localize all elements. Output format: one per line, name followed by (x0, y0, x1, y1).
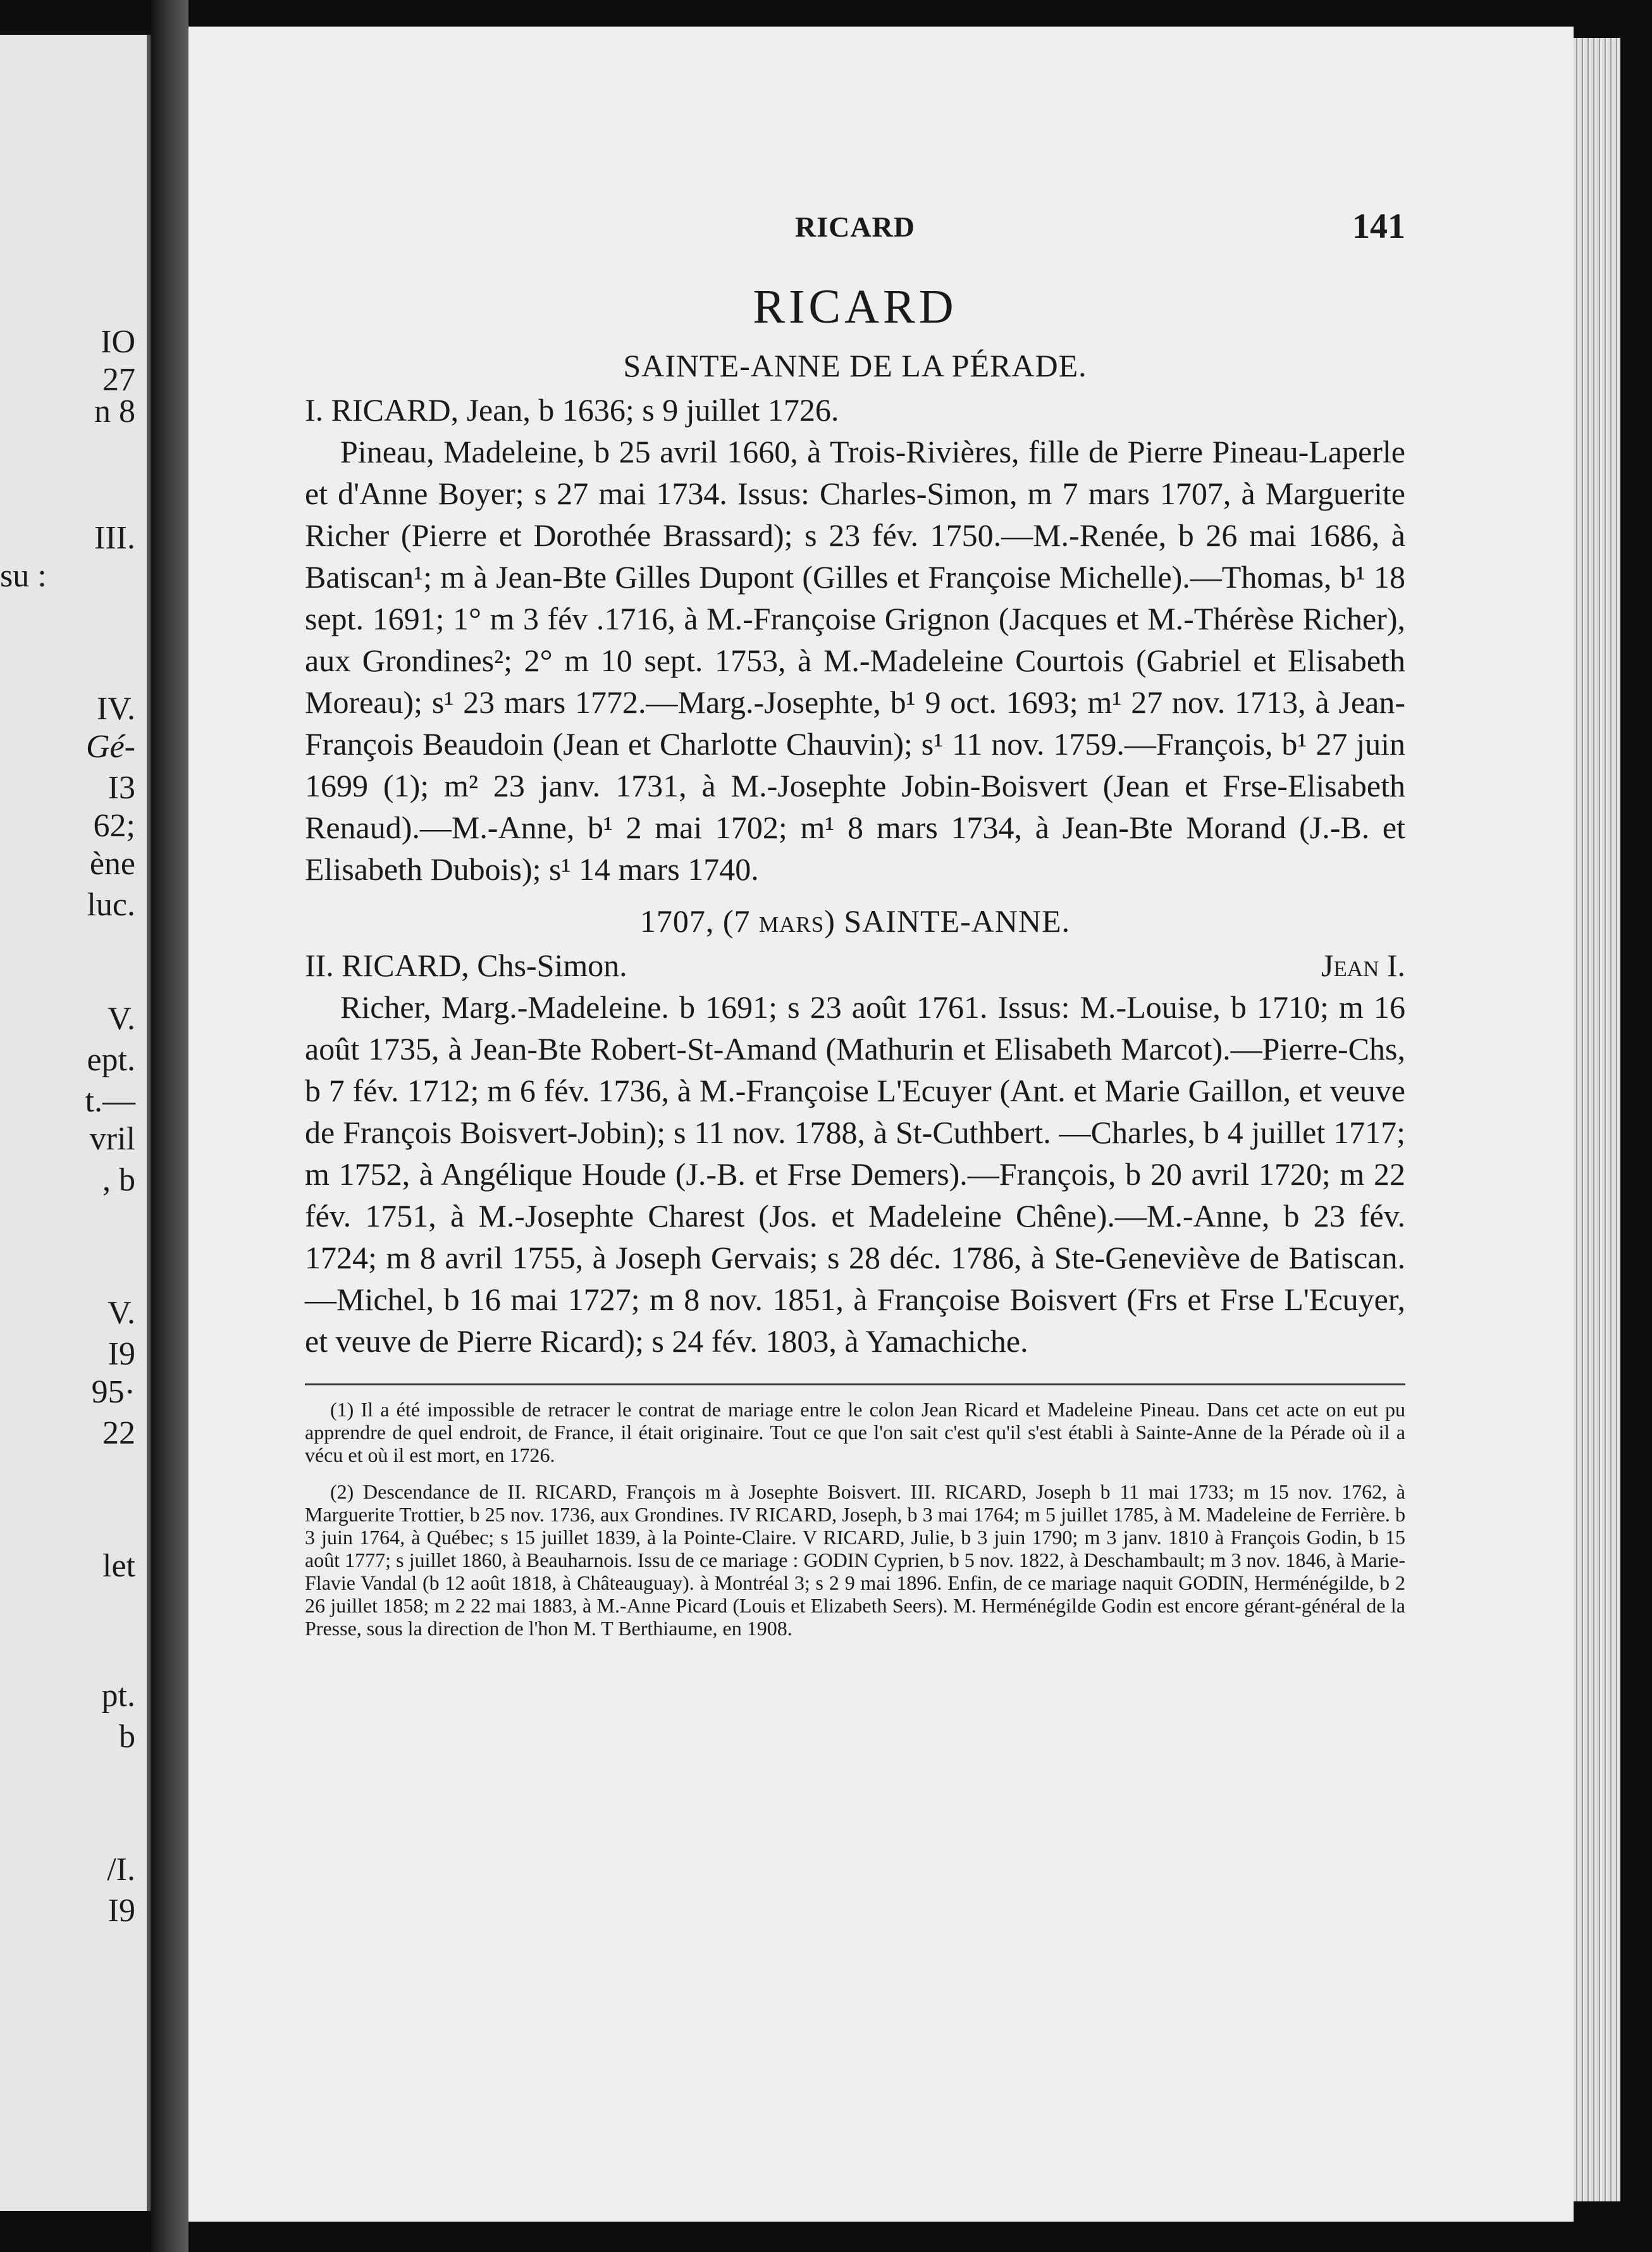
left-fragment: IO (101, 324, 135, 360)
left-fragment: 62; (93, 808, 135, 844)
left-fragment: luc. (87, 887, 135, 923)
footnote-rule (305, 1383, 1405, 1385)
page-text (305, 207, 1405, 1654)
left-fragment: , b (102, 1162, 135, 1198)
entry-text: Pineau, Madeleine, b 25 avril 1660, à Trois-Rivières, fille de Pierre Pineau-Laperle et d'Anne Boyer; s 27 mai 1734. Issus: Charles-Simon, m 7 mars 1707, à Marguerite Richer (Pierre et Dorothée Brassard); s 23 fév. 1750.—M.-Renée, b 26 mai 1686, à Batiscan¹; m à Jean-Bte Gilles Dupont (Gilles et Françoise Michelle).—Thomas, b¹ 18 sept. 1691; 1° m 3 fév .1716, à M.-Françoise Grignon (Jacques et M.-Thérèse Richer), aux Grondines²; 2° m 10 sept. 1753, à M.-Madeleine Courtois (Gabriel et Elisabeth Moreau); s¹ 23 mars 1772.—Marg.-Josephte, b¹ 9 oct. 1693; m¹ 27 nov. 1713, à Jean-François Beaudoin (Jean et Charlotte Chauvin); s¹ 11 nov. 1759.—François, b¹ 27 juin 1699 (1); m² 23 janv. 1731, à M.-Josephte Jobin-Boisvert (Jean et Frse-Elisabeth Renaud).—M.-Anne, b¹ 2 mai 1702; m¹ 8 mars 1734, à Jean-Bte Morand (J.-B. et Elisabeth Dubois); s¹ 14 mars 1740. (305, 434, 1405, 887)
left-fragment: I3 (108, 770, 135, 806)
entry-text: Richer, Marg.-Madeleine. b 1691; s 23 août 1761. Issus: M.-Louise, b 1710; m 16 août 1735, à Jean-Bte Robert-St-Amand (Mathurin et Elisabeth Marcot).—Pierre-Chs, b 7 fév. 1712; m 6 fév. 1736, à M.-Françoise L'Ecuyer (Ant. et Marie Gaillon, et veuve de François Boisvert-Jobin); s 11 nov. 1788, à St-Cuthbert. —Charles, b 4 juillet 1717; m 1752, à Angélique Houde (J.-B. et Frse Demers).—François, b 20 avril 1720; m 22 fév. 1751, à M.-Josephte Charest (Jos. et Madeleine Chêne).—M.-Anne, b 23 fév. 1724; m 8 avril 1755, à Joseph Gervais; s 28 déc. 1786, à Ste-Geneviève de Batiscan.—Michel, b 16 mai 1727; m 8 nov. 1851, à Françoise Boisvert (Frs et Frse L'Ecuyer, et veuve de Pierre Ricard); s 24 fév. 1803, à Yamachiche. (305, 989, 1405, 1359)
footnote: (1) Il a été impossible de retracer le contrat de mariage entre le colon Jean Ricard et Madeleine Pineau. Dans cet acte on eut pu apprendre de quel endroit, de France, il était originaire. Tout ce que l'on sait c'est qu'il s'est établi à Sainte-Anne de la Pérade où il a vécu et où il est mort, en 1726. (305, 1398, 1405, 1466)
marriage-heading: 1707, (7 mars) SAINTE-ANNE. (639, 903, 1071, 939)
left-fragment: t.— (85, 1083, 135, 1119)
left-fragment: V. (108, 1295, 135, 1331)
left-fragment: I9 (108, 1893, 135, 1929)
previous-page-edge (0, 35, 151, 2211)
running-title: RICARD (795, 211, 915, 243)
left-fragment: I9 (108, 1336, 135, 1372)
left-fragment: V. (108, 1001, 135, 1037)
book-page (188, 27, 1574, 2222)
left-fragment: /I. (107, 1852, 135, 1888)
page-number: 141 (1352, 207, 1405, 246)
left-fragment: b (119, 1719, 135, 1755)
left-fragment: ène (89, 846, 135, 882)
left-fragment: 95· (91, 1374, 135, 1410)
left-fragment: pt. (101, 1678, 135, 1714)
left-fragment: 27 (102, 362, 135, 398)
family-title: RICARD (753, 280, 958, 333)
entry-name: II. RICARD, Chs-Simon. (305, 948, 627, 983)
left-fragment: ept. (87, 1042, 135, 1078)
book-gutter (151, 0, 188, 2252)
running-header (305, 207, 1405, 267)
left-fragment: su : (0, 558, 47, 594)
footnote: (2) Descendance de II. RICARD, François m à Josephte Boisvert. III. RICARD, Joseph b 11 mai 1733; m 15 nov. 1762, à Marguerite Trottier, b 25 nov. 1736, aux Grondines. IV RICARD, Joseph, b 3 mai 1764; m 5 juillet 1785, à M. Madeleine de Ferrière. b 3 juin 1764, à Québec; s 15 juillet 1839, à la Pointe-Claire. V RICARD, Julie, b 3 juin 1790; m 3 janv. 1810 à François Godin, b 15 août 1777; s juillet 1860, à Beauharnois. Issu de ce mariage : GODIN Cyprien, b 5 nov. 1822, à Deschambault; m 3 nov. 1846, à Marie-Flavie Vandal (b 12 août 1818, à Châteauguay). à Montréal 3; s 2 9 mai 1896. Enfin, de ce mariage naquit GODIN, Herménégilde, b 2 26 juillet 1858; m 2 22 mai 1883, à M.-Anne Picard (Louis et Elizabeth Seers). M. Herménégilde Godin est encore gérant-général de la Presse, sous la direction de l'hon M. T Berthiaume, en 1908. (305, 1480, 1405, 1640)
left-fragment: let (102, 1548, 135, 1584)
entry-heading (305, 944, 1405, 986)
entry-parent-ref: Jean I. (1321, 948, 1405, 983)
left-fragment: vril (89, 1121, 135, 1157)
place-heading: SAINTE-ANNE DE LA PÉRADE. (623, 348, 1087, 383)
entry-heading: I. RICARD, Jean, b 1636; s 9 juillet 1726. (305, 392, 839, 428)
left-fragment: III. (94, 520, 135, 556)
left-fragment: Gé- (86, 729, 135, 765)
page-edges (1574, 38, 1620, 2201)
left-fragment: IV. (96, 691, 135, 727)
left-fragment: n 8 (94, 393, 135, 430)
left-fragment: 22 (102, 1415, 135, 1451)
